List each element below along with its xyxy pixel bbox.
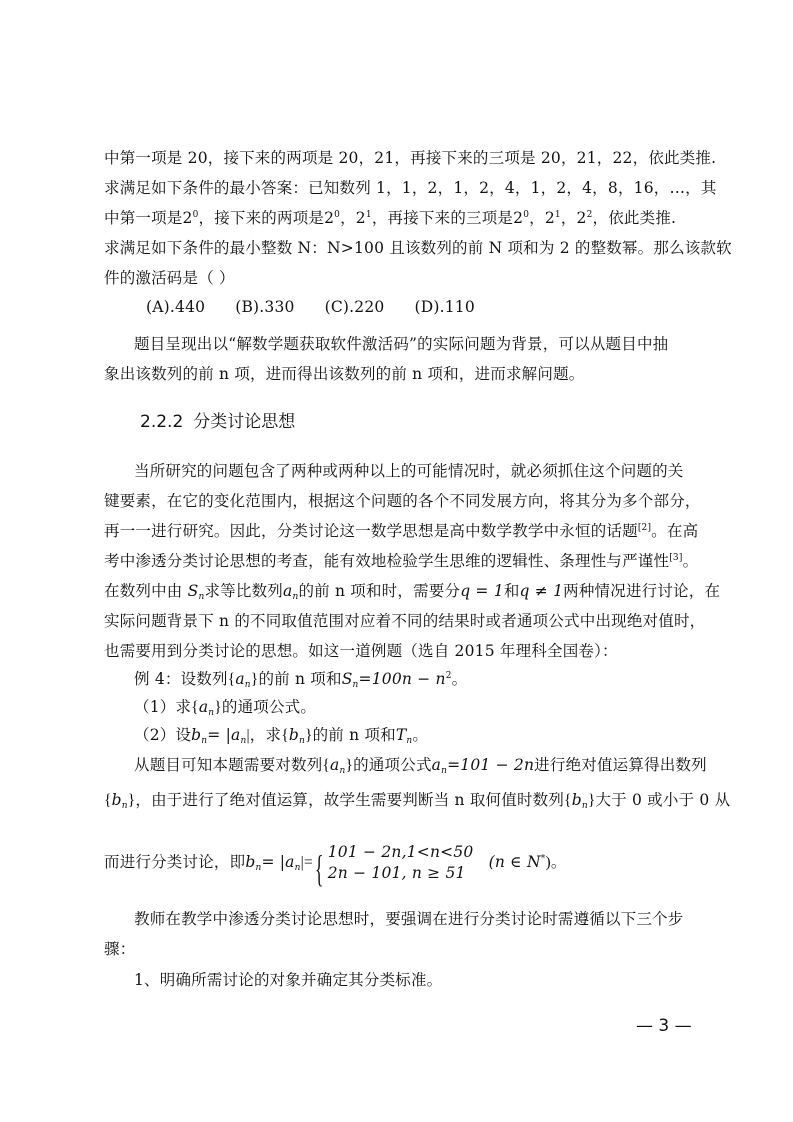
text-fragment: 从题目可知本题需要对数列 xyxy=(134,756,323,774)
answer-options xyxy=(146,296,736,318)
subscript: n xyxy=(201,736,208,746)
text-fragment: 。在高 xyxy=(651,522,699,540)
subscript: n xyxy=(298,736,305,746)
math-symbol: b xyxy=(245,853,256,871)
citation: [3] xyxy=(669,553,683,563)
section-title: 分类讨论思想 xyxy=(193,412,296,432)
subscript: n xyxy=(240,736,247,746)
math-symbol: ) xyxy=(545,854,551,871)
text-fragment: 例 4：设数列 xyxy=(134,670,228,688)
math-expression: (n ∈ N xyxy=(488,853,541,871)
piecewise-line xyxy=(104,840,694,891)
subscript: n xyxy=(406,736,413,746)
text-line: 求满足如下条件的最小答案：已知数列 1，1，2，1，2，4，1，2，4，8，16，…，其 xyxy=(104,179,717,197)
text-fragment: ，再接下来的三项是2 xyxy=(371,209,524,227)
math-expression: =101 − 2n xyxy=(447,756,535,774)
subscript: n xyxy=(294,863,301,873)
text-fragment: 和 xyxy=(503,582,520,600)
text-fragment: 而进行分类讨论，即 xyxy=(104,853,246,871)
exponent: 1 xyxy=(365,210,372,220)
text-line: 键要素，在它的变化范围内，根据这个问题的各个不同发展方向，将其分为多个部分， xyxy=(104,492,701,510)
section-heading xyxy=(140,410,295,434)
math-symbol: | xyxy=(300,854,304,871)
option-b: (B).330 xyxy=(235,298,295,316)
math-symbol: S xyxy=(187,582,199,600)
math-symbol: | xyxy=(246,727,250,744)
text-line xyxy=(104,580,721,602)
exponent: * xyxy=(540,854,546,864)
text-fragment: 的前 n 项和 xyxy=(312,726,396,744)
question-line: （1）求$\{a_n\}$的通项公式。 xyxy=(134,698,317,718)
text-fragment: 求等比数列 xyxy=(204,582,283,600)
exponent: 0 xyxy=(192,210,199,220)
text-fragment: 在数列中由 xyxy=(104,582,188,600)
text-line: 1、明确所需讨论的对象并确定其分类标准。 xyxy=(134,971,443,989)
piecewise-cases xyxy=(328,842,474,884)
text-fragment: ，依此类推. xyxy=(592,209,677,227)
text-fragment: 的通项公式 xyxy=(353,756,432,774)
text-fragment: ，2 xyxy=(560,209,587,227)
text-fragment: ，由于进行了绝对值运算，故学生需要判断当 n 取何值时数列 xyxy=(135,791,565,809)
brace: { xyxy=(314,848,324,890)
math-expression: =100n − n xyxy=(358,670,446,688)
text-fragment: 的前 n 项和 xyxy=(258,670,342,688)
math-symbol: b xyxy=(111,791,122,809)
subscript: n xyxy=(441,766,448,776)
text-line: 象出该数列的前 n 项，进而得出该数列的前 n 项和，进而求解问题。 xyxy=(104,365,585,383)
text-line xyxy=(104,550,699,572)
subscript: n xyxy=(198,592,205,602)
text-fragment: ，求 xyxy=(249,726,282,744)
text-line: 当所研究的问题包含了两种或两种以上的可能情况时，就必须抓住这个问题的关 xyxy=(134,462,684,480)
text-fragment: 的通项公式。 xyxy=(221,698,317,716)
text-line: 件的激活码是（ ） xyxy=(104,269,235,287)
text-fragment: ，接下来的两项是2 xyxy=(198,209,335,227)
text-fragment: （2）设 xyxy=(134,726,192,744)
subscript: n xyxy=(255,863,262,873)
math-expression: q ≠ 1 xyxy=(519,582,564,600)
text-fragment: 考中渗透分类讨论思想的考查，能有效地检验学生思维的逻辑性、条理性与严谨性 xyxy=(104,552,670,570)
example-line: 例 4：设数列$\{a_n\}$的前 n 项和$S_n=100n - n^2$。 xyxy=(134,670,468,690)
math-symbol: a xyxy=(330,756,340,774)
text-fragment: 。 xyxy=(412,726,429,744)
text-fragment: ，2 xyxy=(340,209,366,227)
section-number: 2.2.2 xyxy=(140,412,184,432)
exponent: 0 xyxy=(334,210,341,220)
text-line: 骤： xyxy=(104,940,136,958)
text-fragment: 进行绝对值运算得出数列 xyxy=(534,756,707,774)
math-symbol: = xyxy=(303,854,313,871)
text-fragment: 中第一项是2 xyxy=(104,209,193,227)
subscript: n xyxy=(292,592,299,602)
text-fragment: 再一一进行研究。因此，分类讨论这一数学思想是高中数学教学中永恒的话题 xyxy=(104,522,638,540)
math-symbol: T xyxy=(395,726,407,744)
text-line xyxy=(104,207,694,229)
question-line: （2）设$b_n= |a_n|$，求$\{b_n\}$的前 n 项和$T_n$。 xyxy=(134,726,429,746)
citation: [2] xyxy=(637,523,652,533)
subscript: n xyxy=(208,708,215,718)
text-line: $\{b_n\}$，由于进行了绝对值运算，故学生需要判断当 n 取何值时数列$\{b_n\}$大于 0 或小于 0 从 xyxy=(104,791,731,811)
text-fragment: 。 xyxy=(682,552,699,570)
text-fragment: 大于 0 或小于 0 从 xyxy=(595,791,731,809)
math-expression: q = 1 xyxy=(460,582,504,600)
option-c: (C).220 xyxy=(324,298,385,316)
exponent: 2 xyxy=(445,671,452,681)
text-line: 也需要用到分类讨论的思想。如这一道例题（选自 2015 年理科全国卷）： xyxy=(104,642,618,660)
case-2: 2n − 101, n ≥ 51 xyxy=(327,864,466,882)
subscript: n xyxy=(339,766,346,776)
text-fragment: 。 xyxy=(550,853,567,871)
math-expression: = |a xyxy=(207,726,241,744)
math-symbol: a xyxy=(235,670,245,688)
case-1: 101 − 2n,1<n<50 xyxy=(327,843,474,861)
subscript: n xyxy=(121,801,128,811)
exponent: 1 xyxy=(554,210,561,220)
text-fragment: （1）求 xyxy=(134,698,192,716)
math-symbol: S xyxy=(341,670,353,688)
option-a: (A).440 xyxy=(146,298,206,316)
text-line xyxy=(104,520,699,542)
subscript: n xyxy=(581,801,588,811)
math-symbol: b xyxy=(288,726,299,744)
math-symbol: b xyxy=(571,791,582,809)
text-fragment: 。 xyxy=(451,670,468,688)
page-number: — 3 — xyxy=(636,1016,692,1036)
subscript: n xyxy=(352,680,359,690)
subscript: n xyxy=(244,680,251,690)
text-fragment: ，2 xyxy=(529,209,555,227)
exponent: 0 xyxy=(523,210,530,220)
text-line: 教师在教学中渗透分类讨论思想时，要强调在进行分类讨论时需遵循以下三个步 xyxy=(134,910,684,928)
math-symbol: a xyxy=(282,582,293,600)
exponent: 2 xyxy=(586,210,593,220)
text-line: 从题目可知本题需要对数列$\{a_n\}$的通项公式$a_n=101 - 2n$进行绝对值运算得出数列 xyxy=(134,756,707,776)
text-line: 中第一项是 20，接下来的两项是 20，21，再接下来的三项是 20，21，22，依此类推. xyxy=(104,149,717,167)
option-d: (D).110 xyxy=(414,298,475,316)
text-fragment: 的前 n 项和时，需要分 xyxy=(298,582,461,600)
math-symbol: a xyxy=(431,756,442,774)
text-line: 题目呈现出以“解数学题获取软件激活码”的实际问题为背景，可以从题目中抽 xyxy=(134,335,669,353)
text-line: 求满足如下条件的最小整数 N：N>100 且该数列的前 N 项和为 2 的整数幂。那么该款软 xyxy=(104,239,732,257)
math-symbol: b xyxy=(191,726,202,744)
text-line: 实际问题背景下 n 的不同取值范围对应着不同的结果时或者通项公式中出现绝对值时， xyxy=(104,612,706,630)
text-fragment: 两种情况进行讨论，在 xyxy=(563,582,721,600)
math-expression: = |a xyxy=(261,853,295,871)
math-symbol: a xyxy=(198,698,209,716)
